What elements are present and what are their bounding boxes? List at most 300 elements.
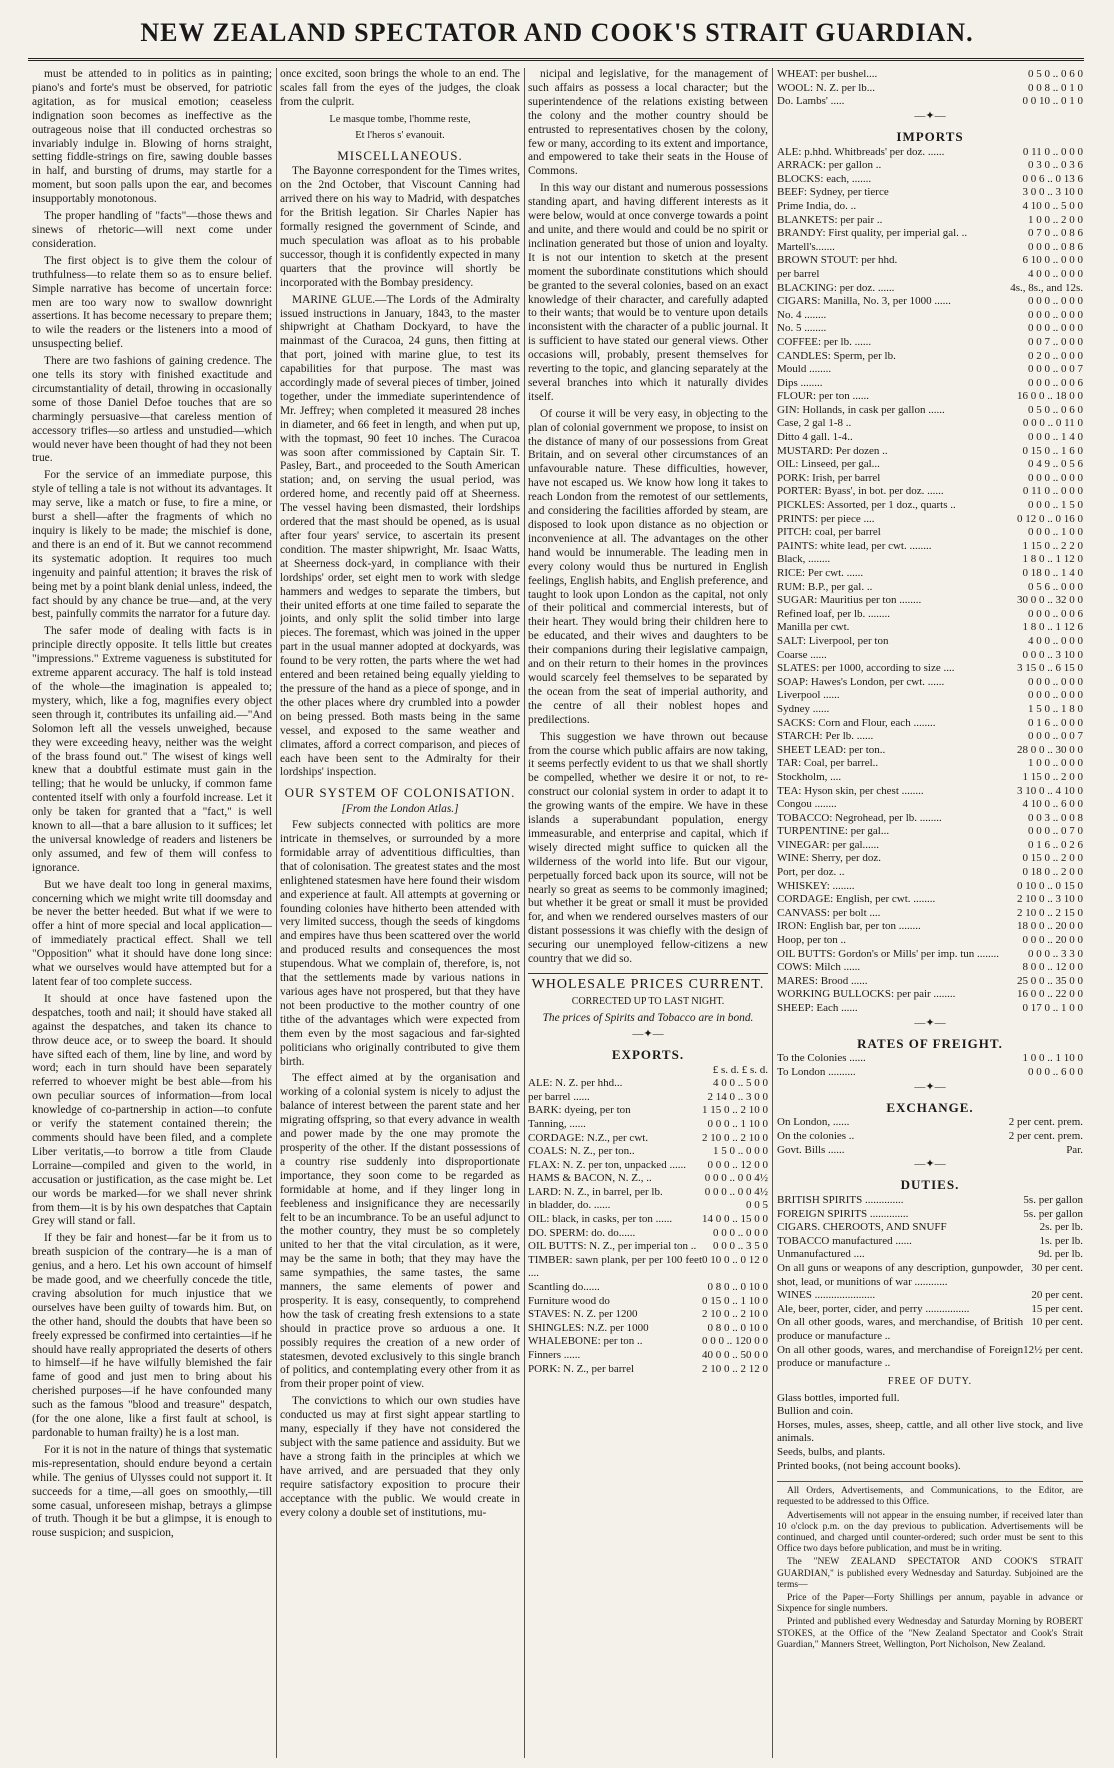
- item-price: 2 per cent. prem.: [1008, 1116, 1083, 1129]
- item-price: 0 0 0 .. 0 0 4½: [704, 1172, 768, 1185]
- item-label: SUGAR: Mauritius per ton ........: [777, 594, 922, 607]
- export-row: [528, 1254, 768, 1281]
- item-label: SHINGLES: N.Z. per 1000: [528, 1321, 649, 1334]
- import-row: [777, 703, 1083, 717]
- duty-row: [777, 1262, 1083, 1289]
- ornament: —✦—: [914, 1016, 946, 1029]
- item-price: 2 10 0 .. 2 10 0: [702, 1308, 768, 1321]
- item-label: Mould ........: [777, 363, 832, 376]
- col3-article: [528, 68, 768, 967]
- office-notice: [777, 1481, 1083, 1651]
- item-price: 0 0 0 .. 0 0 0: [1028, 689, 1083, 702]
- item-price: 0 2 0 .. 0 0 0: [1028, 349, 1083, 362]
- item-label: TOBACCO: Negrohead, per lb. ........: [777, 811, 942, 824]
- item-label: Unmanufactured ....: [777, 1248, 865, 1261]
- export-row: [528, 1240, 768, 1254]
- item-label: OIL: black, in casks, per ton ......: [528, 1213, 673, 1226]
- import-row: [777, 513, 1083, 527]
- item-price: 0 10 0 .. 0 15 0: [1017, 879, 1083, 892]
- price-row: [777, 82, 1083, 96]
- item-price: 2 10 0 .. 2 15 0: [1017, 906, 1083, 919]
- import-row: [777, 934, 1083, 948]
- item-price: 0 0 0 .. 12 0 0: [707, 1158, 768, 1171]
- item-label: ALE: p.hhd. Whitbreads' per doz. ......: [777, 145, 945, 158]
- import-row: [777, 730, 1083, 744]
- ornament: —✦—: [914, 1158, 946, 1171]
- item-label: WHEAT: per bushel....: [777, 68, 878, 80]
- import-row: [777, 485, 1083, 499]
- item-price: 0 0 0 .. 1 0 0: [1028, 526, 1083, 539]
- item-price: 0 1 6 .. 0 2 6: [1028, 838, 1083, 851]
- article-paragraph: The first object is to give them the colour of truthfulness—to relate them so as to ensure belief. Simple narrative has become of uncertain force: men are too wary now to swallow downright assertions. It has become necessary to prepare them; to wile the readers or the listeners into a mood of unsuspecting belief.: [32, 254, 272, 351]
- import-row: [777, 988, 1083, 1002]
- import-row: [777, 594, 1083, 608]
- item-label: Prime India, do. ..: [777, 199, 857, 212]
- colonisation-paragraph: Few subjects connected with politics are more intricate in themselves, or surrounded by a more formidable array of adventitious difficulties, than that of colonisation. The greatest states and the most enlightened statesmen have here found their wisdom and experience at fault. All attempts at governing or founding colonies have hitherto been attended with very limited success, though the seeds of kingdoms and empires have thus been scattered over the world and produced results and consequences the most stupendous. What we complain of, therefore, is, not that the settlements made by various nations in various ages have not prospered, but that they have not been productive to the mother country of one tithe of the advantages which were expected from them even by the most sagacious and far-sighted politicians who originally contributed to give them birth.: [280, 819, 520, 1068]
- item-price: 0 0 0 .. 3 10 0: [1022, 648, 1083, 661]
- item-price: 0 0 0 .. 0 0 7: [1028, 363, 1083, 376]
- duty-row: [777, 1344, 1083, 1371]
- notice-paragraph: Printed and published every Wednesday and Saturday Morning by ROBERT STOKES, at the Office of the "New Zealand Spectator and Cook's Strait Guardian," Manners Street, Wellington, Port Nicholson, New Zealand.: [777, 1617, 1083, 1650]
- import-row: [777, 839, 1083, 853]
- colonisation-heading: OUR SYSTEM OF COLONISATION.: [284, 785, 516, 801]
- import-row: [777, 214, 1083, 228]
- item-label: MARES: Brood ......: [777, 974, 868, 987]
- item-price: 0 0 0 .. 3 3 0: [1028, 947, 1083, 960]
- item-price: 0 0 0 .. 0 0 0: [1028, 675, 1083, 688]
- duty-row: [777, 1289, 1083, 1303]
- duty-row: [777, 1194, 1083, 1208]
- item-label: CORDAGE: N.Z., per cwt.: [528, 1131, 649, 1144]
- duty-row: [777, 1221, 1083, 1235]
- item-label: BARK: dyeing, per ton: [528, 1104, 631, 1117]
- item-price: 2 10 0 .. 2 12 0: [702, 1362, 768, 1375]
- item-label: DO. SPERM: do. do......: [528, 1226, 636, 1239]
- item-price: 0 0 0 .. 0 0 7: [1028, 730, 1083, 743]
- item-label: SACKS: Corn and Flour, each ........: [777, 716, 936, 729]
- import-row: [777, 948, 1083, 962]
- import-row: [777, 880, 1083, 894]
- import-row: [777, 200, 1083, 214]
- item-price: 0 8 0 .. 0 10 0: [707, 1281, 768, 1294]
- item-price: 0 11 0 .. 0 0 0: [1022, 485, 1083, 498]
- item-label: PORK: N. Z., per barrel: [528, 1362, 635, 1375]
- item-price: 2 10 0 .. 2 10 0: [702, 1131, 768, 1144]
- item-price: 0 0 0 .. 20 0 0: [1022, 934, 1083, 947]
- item-label: COALS: N. Z., per ton..: [528, 1145, 635, 1158]
- export-row: [528, 1091, 768, 1105]
- item-price: 10 per cent.: [1031, 1316, 1083, 1329]
- exchange-row: [777, 1116, 1083, 1130]
- item-label: SHEEP: Each ......: [777, 1002, 858, 1014]
- export-row: [528, 1172, 768, 1186]
- import-row: [777, 336, 1083, 350]
- item-price: 0 0 0 .. 0 11 0: [1022, 417, 1083, 430]
- free-item: Seeds, bulbs, and plants.: [777, 1446, 886, 1458]
- misc-paragraph: MARINE GLUE.—The Lords of the Admiralty issued instructions in January, 1843, to the master shipwright at Chatham Dockyard, to have the mainmast of the Curacoa, 24 guns, then fitting at that port, joined with marine glue, to test its capabilities for that purpose. The mast was accordingly made of several pieces of timber, joined together, under the immediate superintendence of Mr. Jeffrey; when completed it measured 28 inches in diameter, and 66 feet in length, and when put up, with the topmast, 90 feet 10 inches. The Curacoa was soon after commissioned by Captain Sir. T. Pasley, Bart., and proceeded to the South American station; and, on serving the usual period, was ordered home, and recently paid off at Sheerness. The vessel having been dismasted, their lordships ordered that the mast should be opened, as is usual after four years' service, to ascertain its present condition. The master shipwright, Mr. Isaac Watts, at Sheerness dock-yard, in compliance with their lordships' order, set eight men to work with sledge hammers and wedges to separate the timbers, but their united efforts at one time failed to separate the joints, and only split the solid timber into large pieces. The foremast, which was joined in the upper part in the usual manner adopted at dockyards, was found to be very rotten, the parts where the wet had entered and been retained being equally yielding to the pressure of the hand as a piece of sponge, and in the other places where dry crumbled into a powder on being pressed. Both masts being in the same vessel, and exposed to the same weather and climates, afford a correct comparison, and pieces of each have been sent to the Admiralty for their lordships' inspection.: [280, 293, 520, 779]
- import-row: [777, 322, 1083, 336]
- duty-row: [777, 1303, 1083, 1317]
- item-label: ALE: N. Z. per hhd...: [528, 1077, 623, 1090]
- item-price: 0 11 0 .. 0 0 0: [1022, 145, 1083, 158]
- item-label: On the colonies ..: [777, 1130, 855, 1142]
- item-price: 0 0 0 .. 1 4 0: [1028, 431, 1083, 444]
- item-price: 2 10 0 .. 3 10 0: [1017, 893, 1083, 906]
- import-row: [777, 526, 1083, 540]
- column-divider: [276, 68, 277, 1758]
- item-label: OIL: Linseed, per gal...: [777, 458, 880, 471]
- import-row: [777, 920, 1083, 934]
- import-row: [777, 581, 1083, 595]
- imports-heading: IMPORTS: [896, 128, 964, 144]
- item-label: TAR: Coal, per barrel..: [777, 757, 879, 770]
- item-price: 5s. per gallon: [1023, 1194, 1083, 1206]
- duty-row: [777, 1208, 1083, 1222]
- item-label: OIL BUTTS: N. Z., per imperial ton ..: [528, 1240, 697, 1253]
- item-label: BLANKETS: per pair ..: [777, 213, 883, 226]
- import-row: [777, 309, 1083, 323]
- export-row: [528, 1186, 768, 1200]
- misc-heading: MISCELLANEOUS.: [337, 147, 463, 163]
- ornament: —✦—: [914, 1080, 946, 1093]
- export-row: [528, 1159, 768, 1173]
- item-price: 2 14 0 .. 3 0 0: [707, 1090, 768, 1103]
- column-4: [777, 68, 1083, 1758]
- item-price: 40 0 0 .. 50 0 0: [702, 1349, 768, 1361]
- freight-table: [777, 1052, 1083, 1079]
- article-paragraph: For the service of an immediate purpose, this style of telling a tale is not without its advantages. It may serve, like a match or fuse, to fire a mine, or burst a shell—after the fragments of which no inquiry is likely to be made; the mischief is done, and there is an end of it. But we cannot recommend its systematic adoption. It requires too much ingenuity and painful attention; it braves the risk of being met by a point blank denial unless, indeed, the fact should by any chance be true—and, at the very best, painfully commits the narrator for a future day.: [32, 469, 272, 621]
- export-row: [528, 1227, 768, 1241]
- item-label: RUM: B.P., per gal. ..: [777, 580, 873, 593]
- import-row: [777, 282, 1083, 296]
- import-row: [777, 227, 1083, 241]
- duty-row: [777, 1316, 1083, 1343]
- export-row: [528, 1349, 768, 1363]
- item-price: 3 15 0 .. 6 15 0: [1017, 662, 1083, 675]
- export-row: [528, 1322, 768, 1336]
- item-label: No. 4 ........: [777, 308, 827, 321]
- item-label: Furniture wood do: [528, 1294, 610, 1307]
- item-price: 0 15 0 .. 1 10 0: [702, 1294, 768, 1307]
- item-price: 4 0 0 .. 0 0 0: [1028, 267, 1083, 280]
- item-label: SALT: Liverpool, per ton: [777, 634, 889, 647]
- ornament: —✦—: [632, 1027, 664, 1040]
- item-label: PITCH: coal, per barrel: [777, 526, 881, 539]
- item-label: CANVASS: per bolt ....: [777, 906, 881, 919]
- item-price: 30 0 0 .. 32 0 0: [1017, 594, 1083, 607]
- item-label: LARD: N. Z., in barrel, per lb.: [528, 1185, 663, 1198]
- import-row: [777, 472, 1083, 486]
- export-row: [528, 1308, 768, 1322]
- item-label: Govt. Bills ......: [777, 1143, 845, 1156]
- item-price: 0 0 5: [746, 1199, 768, 1212]
- import-row: [777, 295, 1083, 309]
- free-heading: FREE OF DUTY.: [887, 1375, 973, 1387]
- import-row: [777, 1002, 1083, 1016]
- item-label: FLOUR: per ton ......: [777, 390, 869, 403]
- import-row: [777, 499, 1083, 513]
- colonisation-paragraph: nicipal and legislative, for the management of such affairs as possess a local character; but the superintendence of the relations existing between the colony and the mother country should be entrusted to representatives chosen by the colony, few or many, according to its extent and importance, and empowered to take their seats in the House of Commons.: [528, 68, 768, 178]
- import-row: [777, 254, 1083, 268]
- item-price: 16 0 0 .. 22 0 0: [1017, 988, 1083, 1001]
- item-label: SLATES: per 1000, according to size ....: [777, 662, 955, 675]
- item-label: GIN: Hollands, in cask per gallon ......: [777, 403, 945, 416]
- item-label: Congou ........: [777, 798, 837, 811]
- item-price: 14 0 0 .. 15 0 0: [702, 1213, 768, 1226]
- item-price: 6 10 0 .. 0 0 0: [1022, 254, 1083, 267]
- import-row: [777, 649, 1083, 663]
- duties-heading: DUTIES.: [900, 1177, 960, 1193]
- export-row: [528, 1118, 768, 1132]
- article-paragraph: The proper handling of "facts"—those thews and sinews of rhetoric—will next come under consideration.: [32, 210, 272, 250]
- french-quote-line-1: Le masque tombe, l'homme reste,: [329, 113, 471, 125]
- item-label: WOOL: N. Z. per lb...: [777, 81, 876, 94]
- import-row: [777, 417, 1083, 431]
- item-price: 1 8 0 .. 1 12 0: [1022, 553, 1083, 566]
- item-label: CIGARS. CHEROOTS, AND SNUFF: [777, 1221, 947, 1234]
- item-price: 1 15 0 .. 2 2 0: [1022, 539, 1083, 552]
- item-label: Do. Lambs' .....: [777, 95, 845, 108]
- wheat-wool-table: [777, 68, 1083, 109]
- item-price: 8 0 0 .. 12 0 0: [1022, 961, 1083, 974]
- item-label: Manilla per cwt.: [777, 621, 850, 634]
- item-label: STARCH: Per lb. ......: [777, 730, 874, 743]
- item-price: 0 5 6 .. 0 0 0: [1028, 580, 1083, 593]
- ornament: —✦—: [914, 109, 946, 122]
- export-row: [528, 1213, 768, 1227]
- free-items: [777, 1392, 1083, 1474]
- item-label: On all other goods, wares, and merchandise, of British produce or manufacture ..: [777, 1316, 1024, 1342]
- colonisation-paragraph: The convictions to which our own studies have conducted us may at first sight appear startling to many, especially if they have not considered the subject with the same patience and assiduity. But we have a strong faith in the principles at which we have arrived, and are persuaded that they only require satisfactory exposition to procure their acceptance with the public. We would create in every colony a double set of institutions, mu-: [280, 1395, 520, 1519]
- import-row: [777, 377, 1083, 391]
- item-price: 0 0 0 .. 1 5 0: [1028, 499, 1083, 512]
- import-row: [777, 540, 1083, 554]
- import-row: [777, 173, 1083, 187]
- item-price: 1 5 0 .. 0 0 0: [713, 1145, 768, 1158]
- import-row: [777, 825, 1083, 839]
- item-price: 4s., 8s., and 12s.: [1010, 281, 1083, 294]
- notice-paragraph: All Orders, Advertisements, and Communications, to the Editor, are requested to be addressed to this Office.: [777, 1486, 1083, 1508]
- item-price: 0 5 0 .. 0 6 0: [1028, 68, 1083, 80]
- item-price: 0 0 0 .. 0 0 0: [1028, 295, 1083, 308]
- freight-heading: RATES OF FREIGHT.: [857, 1035, 1003, 1051]
- item-price: 0 18 0 .. 2 0 0: [1022, 866, 1083, 879]
- item-label: Tanning, ......: [528, 1117, 586, 1130]
- item-price: 1 8 0 .. 1 12 6: [1022, 621, 1083, 634]
- item-price: 1 15 0 .. 2 10 0: [702, 1104, 768, 1117]
- price-row: [777, 95, 1083, 109]
- import-row: [777, 608, 1083, 622]
- price-row: [777, 68, 1083, 82]
- item-label: per barrel: [777, 267, 820, 280]
- item-price: 1 0 0 .. 1 10 0: [1022, 1052, 1083, 1065]
- item-label: WHISKEY: ........: [777, 879, 855, 892]
- item-label: Black, ........: [777, 553, 831, 566]
- import-row: [777, 186, 1083, 200]
- item-label: BRITISH SPIRITS ..............: [777, 1194, 904, 1206]
- item-label: BLACKING: per doz. ......: [777, 281, 895, 294]
- item-label: in bladder, do. ......: [528, 1199, 611, 1212]
- colonisation-paragraph: In this way our distant and numerous possessions standing apart, and having different interests as it were below, would at once converge towards a point and unite, and there would and could be no spirit or inclination generated but those of union and loyalty. It is not our intention to sketch at the present moment the subordinate constitutions which should be granted to the several colonies, based on an exact knowledge of their character, and carefully adapted to their wants; that would be to venture upon details inconsistent with the character of a public journal. It is sufficient to have stated our general views. Other occasions will, probably, present themselves for reverting to the topic, and glancing separately at the several branches into which it naturally divides itself.: [528, 182, 768, 403]
- export-row: [528, 1104, 768, 1118]
- export-row: [528, 1281, 768, 1295]
- import-row: [777, 798, 1083, 812]
- import-row: [777, 363, 1083, 377]
- currency-header: £ s. d. £ s. d.: [712, 1063, 768, 1076]
- import-row: [777, 717, 1083, 731]
- column-1: [32, 68, 272, 1758]
- item-label: On London, ......: [777, 1116, 850, 1129]
- import-row: [777, 757, 1083, 771]
- free-item: Printed books, (not being account books).: [777, 1459, 961, 1472]
- colonisation-source: [From the London Atlas.]: [341, 803, 459, 816]
- export-row: [528, 1145, 768, 1159]
- duties-table: [777, 1194, 1083, 1371]
- item-label: PRINTS: per piece ....: [777, 512, 875, 525]
- top-rule: [28, 58, 1084, 61]
- item-label: TOBACCO manufactured ......: [777, 1234, 912, 1247]
- import-row: [777, 893, 1083, 907]
- item-label: To the Colonies ......: [777, 1052, 866, 1065]
- export-row: [528, 1132, 768, 1146]
- item-price: 0 0 0 .. 3 5 0: [713, 1240, 768, 1253]
- item-label: FOREIGN SPIRITS ..............: [777, 1207, 909, 1220]
- import-row: [777, 689, 1083, 703]
- masthead: NEW ZEALAND SPECTATOR AND COOK'S STRAIT GUARDIAN.: [140, 18, 974, 47]
- import-row: [777, 852, 1083, 866]
- item-label: Scantling do......: [528, 1281, 600, 1294]
- item-price: 0 0 0 .. 0 0 0: [713, 1226, 768, 1239]
- imports-table: [777, 146, 1083, 1016]
- item-price: 0 0 0 .. 0 0 4½: [704, 1185, 768, 1198]
- exports-heading: EXPORTS.: [611, 1046, 685, 1062]
- article-paragraph: The safer mode of dealing with facts is in principle directly opposite. It tells little but creates "impressions." Extreme vagueness is substituted for extreme apparent accuracy. The half is told instead of the whole—the imagination is appealed to; mystery, which, like a fog, magnifies every object seen through it, contributes its unfailing aid.—"And Solomon left all the vessels unweighed, because they were exceeding heavy, neither was the weight of the brass found out." The wisest of kings well knew that a doubtful estimate must gain in the telling; that he would be unlucky, if common fame contented itself with only a fourfold increase. Let it only be taken for granted that a "fact," is well known to all—that a bare allusion to it suffices; let the universal knowledge of readers and listeners be only assumed, and few of them will confess to ignorance.: [32, 625, 272, 874]
- item-label: CIGARS: Manilla, No. 3, per 1000 ......: [777, 295, 951, 308]
- notice-paragraph: Price of the Paper—Forty Shillings per annum, payable in advance or Sixpence for single numbers.: [777, 1593, 1083, 1615]
- import-row: [777, 350, 1083, 364]
- import-row: [777, 907, 1083, 921]
- item-price: Par.: [1066, 1143, 1083, 1156]
- item-label: per barrel ......: [528, 1090, 590, 1103]
- export-row: [528, 1295, 768, 1309]
- item-price: 1 5 0 .. 1 8 0: [1028, 702, 1083, 715]
- item-price: 0 0 3 .. 0 0 8: [1028, 811, 1083, 824]
- item-label: Finners ......: [528, 1349, 581, 1361]
- import-row: [777, 812, 1083, 826]
- item-label: HAMS & BACON, N. Z., ..: [528, 1172, 652, 1185]
- item-price: 9d. per lb.: [1038, 1248, 1083, 1261]
- item-price: 0 0 0 .. 0 0 0: [1028, 308, 1083, 321]
- colonisation-paragraph: Of course it will be very easy, in objecting to the plan of colonial government we propose, to insist on the distance of many of our possessions from Great Britain, and on several other circumstances of an unfavourable nature. These difficulties, however, have not escaped us. We know how long it takes to reach London from the remotest of our settlements, and considering the facilities afforded by steam, are disposed to look upon distance as no objection or inconvenience at all. The advantages on the other hand would be innumerable. The leading men in every colony would thus be nurtured in English feelings, English habits, and English preference, and taught to look upon London as the capital, not only of their political and commercial interests, but of their heart. They would bring their children here to be educated, and their wives and daughters to be their companions during their legislative campaign, and on their return to their homes in the provinces would scarcely feel themselves to be separated by the ocean from the seat of imperial authority, and the centre of all their noblest hopes and predilections.: [528, 407, 768, 726]
- item-label: WHALEBONE: per ton ..: [528, 1335, 643, 1348]
- exchange-table: [777, 1116, 1083, 1157]
- item-price: 16 0 0 .. 18 0 0: [1017, 390, 1083, 403]
- prices-note: The prices of Spirits and Tobacco are in bond.: [542, 1011, 754, 1024]
- item-price: 0 0 0 .. 0 7 0: [1028, 825, 1083, 838]
- item-label: PICKLES: Assorted, per 1 doz., quarts ..: [777, 499, 956, 512]
- import-row: [777, 390, 1083, 404]
- item-label: Refined loaf, per lb. ........: [777, 607, 891, 620]
- item-price: 0 0 0 .. 0 0 6: [1028, 607, 1083, 620]
- item-label: Ale, beer, porter, cider, and perry ................: [777, 1302, 970, 1315]
- item-price: 0 1 6 .. 0 0 0: [1028, 716, 1083, 729]
- notice-paragraph: The "NEW ZEALAND SPECTATOR AND COOK'S STRAIT GUARDIAN," is published every Wednesday and Saturday. Subjoined are the terms—: [777, 1557, 1083, 1590]
- item-price: 12½ per cent.: [1023, 1343, 1083, 1356]
- item-label: Hoop, per ton ..: [777, 934, 847, 947]
- article-paragraph: But we have dealt too long in general maxims, concerning which we might write till doomsday and be never the better heeded. But what if we were to offer a hint of more special and local application—of immediately practical effect. Shall we tell "Opposition" what it should have done long since: what we ourselves would have attempted but for a latent fear of too complete success.: [32, 878, 272, 988]
- item-label: On all other goods, wares, and merchandise of Foreign produce or manufacture ..: [777, 1343, 1024, 1370]
- item-price: 3 10 0 .. 4 10 0: [1017, 784, 1083, 797]
- exchange-row: [777, 1130, 1083, 1144]
- item-price: 0 0 0 .. 0 0 6: [1028, 376, 1083, 389]
- item-label: MUSTARD: Per dozen ..: [777, 444, 888, 457]
- export-row: [528, 1199, 768, 1213]
- prices-heading: WHOLESALE PRICES CURRENT.: [528, 973, 768, 992]
- import-row: [777, 458, 1083, 472]
- item-label: IRON: English bar, per ton ........: [777, 920, 921, 933]
- item-price: 1 15 0 .. 2 0 0: [1022, 770, 1083, 783]
- item-label: STAVES: N. Z. per 1200: [528, 1308, 638, 1321]
- item-price: 28 0 0 .. 30 0 0: [1017, 743, 1083, 756]
- column-2: [280, 68, 520, 1758]
- export-row: [528, 1077, 768, 1091]
- colonisation-paragraph: The effect aimed at by the organisation and working of a colonial system is nicely to adjust the balance of interest between the parent state and her migrating offspring, so that every advance in wealth and power made by the one may promote the prosperity of the other. If the distant possessions of a country rise suddenly into disproportionate importance, they soon come to be regarded as formidable at home, and if they linger long in feebleness and insignificance they are necessarily felt to be an incumbrance. To be an useful adjunct to the mother country, they must be so completely united to her that the vital circulation, as it were, may be the same in both; that they may have the same sympathies, the same tastes, the same manners, the same elements of power and prosperity. It is easy, consequently, to comprehend how the task of creating fresh extensions to a state should in practice prove so arduous a one. It possibly requires the creation of a new order of statesmen, devoted exclusively to this single branch of politics, and contemplating every other from it as from their proper point of view.: [280, 1072, 520, 1391]
- free-item: Glass bottles, imported full.: [777, 1391, 900, 1404]
- item-price: 1 0 0 .. 2 0 0: [1028, 213, 1083, 226]
- article-paragraph: It should at once have fastened upon the despatches, tooth and nail; it should have staked all against the despatches, and taken its chance to throw deuce ace, or to sweep the board. It should have sifted each of them, line by line, and word by word; each in turn should have been separately referred to whoever might be best able—from his own peculiar sources of information—from local knowledge of co-partnership in action—to confute or verify the statement contained therein; the comments should have been filed, and a complete Liber veritatis,—to borrow a title from Claude Lorraine—compiled and given to the world, in accusation or justification, as the case might be. Let our words be marked—for we shall never shrink from them—it is by his own despatches that Captain Grey will stand or fall.: [32, 992, 272, 1228]
- item-price: 0 7 0 .. 0 8 6: [1028, 227, 1083, 240]
- duty-row: [777, 1248, 1083, 1262]
- item-price: 3 0 0 .. 3 10 0: [1022, 186, 1083, 199]
- import-row: [777, 771, 1083, 785]
- french-quote-line-2: Et l'heros s' evanouit.: [355, 129, 445, 141]
- item-price: 0 0 0 .. 0 0 0: [1028, 471, 1083, 484]
- item-label: Port, per doz. ..: [777, 866, 845, 879]
- article-paragraph: must be attended to in politics as in painting; piano's and forte's must be observed, for patriotic agitation, as for musical emotion; ceaseless indignation soon becomes as ineffective as the outrageous noise that ill conducted orchestras so invariably indulge in. Blowing of horns straight, setting fiddle-strings on fire, sawing double basses in half, and bursting of drums, may startle for a moment, but soon palls upon the ear, and becomes insupportably monotonous.: [32, 68, 272, 206]
- item-price: 18 0 0 .. 20 0 0: [1017, 920, 1083, 933]
- exchange-row: [777, 1144, 1083, 1158]
- column-3: [528, 68, 768, 1758]
- free-item: Horses, mules, asses, sheep, cattle, and all other live stock, and live animals.: [777, 1418, 1083, 1445]
- item-label: FLAX: N. Z. per ton, unpacked ......: [528, 1158, 686, 1171]
- free-item: Bullion and coin.: [777, 1405, 854, 1418]
- item-label: CORDAGE: English, per cwt. ........: [777, 893, 936, 906]
- import-row: [777, 404, 1083, 418]
- item-price: 0 10 0 .. 0 12 0: [702, 1253, 768, 1266]
- item-price: 0 0 10 .. 0 1 0: [1022, 95, 1083, 108]
- item-label: TEA: Hyson skin, per chest ........: [777, 784, 924, 797]
- export-row: [528, 1363, 768, 1377]
- item-label: VINEGAR: per gal......: [777, 838, 880, 851]
- import-row: [777, 146, 1083, 160]
- item-label: Sydney ......: [777, 702, 830, 715]
- item-price: 20 per cent.: [1031, 1289, 1083, 1302]
- item-price: 0 0 0 .. 0 0 0: [1028, 322, 1083, 335]
- item-price: 0 0 0 .. 6 0 0: [1028, 1066, 1083, 1078]
- item-price: 4 10 0 .. 5 0 0: [1022, 199, 1083, 212]
- article-paragraph: If they be fair and honest—far be it from us to breath suspicion of the contrary—he is a man of genius, and a hero. Let his own account of himself be made good, and we cheerfully concede the title, craving absolution for much injustice that we ourselves have been guilty of towards him. But, on the other hand, should the doubts that have been so freely expressed be confirmed into certainties—if he should have really appropriated the deserts of others to himself—if he have wilfully blemished the fair fame of good and just men to bring about his cherished purposes—if he have confounded many such as the famous "blood and treasure" despatch, (for the one alone, like a first fault at school, is pardonable to human frailty) he is a lost man.: [32, 1232, 272, 1439]
- import-row: [777, 621, 1083, 635]
- item-label: Dips ........: [777, 376, 823, 389]
- item-price: 25 0 0 .. 35 0 0: [1017, 974, 1083, 987]
- freight-row: [777, 1052, 1083, 1066]
- item-price: 0 5 0 .. 0 6 0: [1028, 403, 1083, 416]
- export-row: [528, 1335, 768, 1349]
- item-label: SHEET LEAD: per ton..: [777, 743, 886, 756]
- import-row: [777, 445, 1083, 459]
- item-label: Ditto 4 gall. 1-4..: [777, 431, 853, 444]
- item-label: On all guns or weapons of any description, gunpowder, shot, lead, or munitions of war ............: [777, 1261, 1024, 1288]
